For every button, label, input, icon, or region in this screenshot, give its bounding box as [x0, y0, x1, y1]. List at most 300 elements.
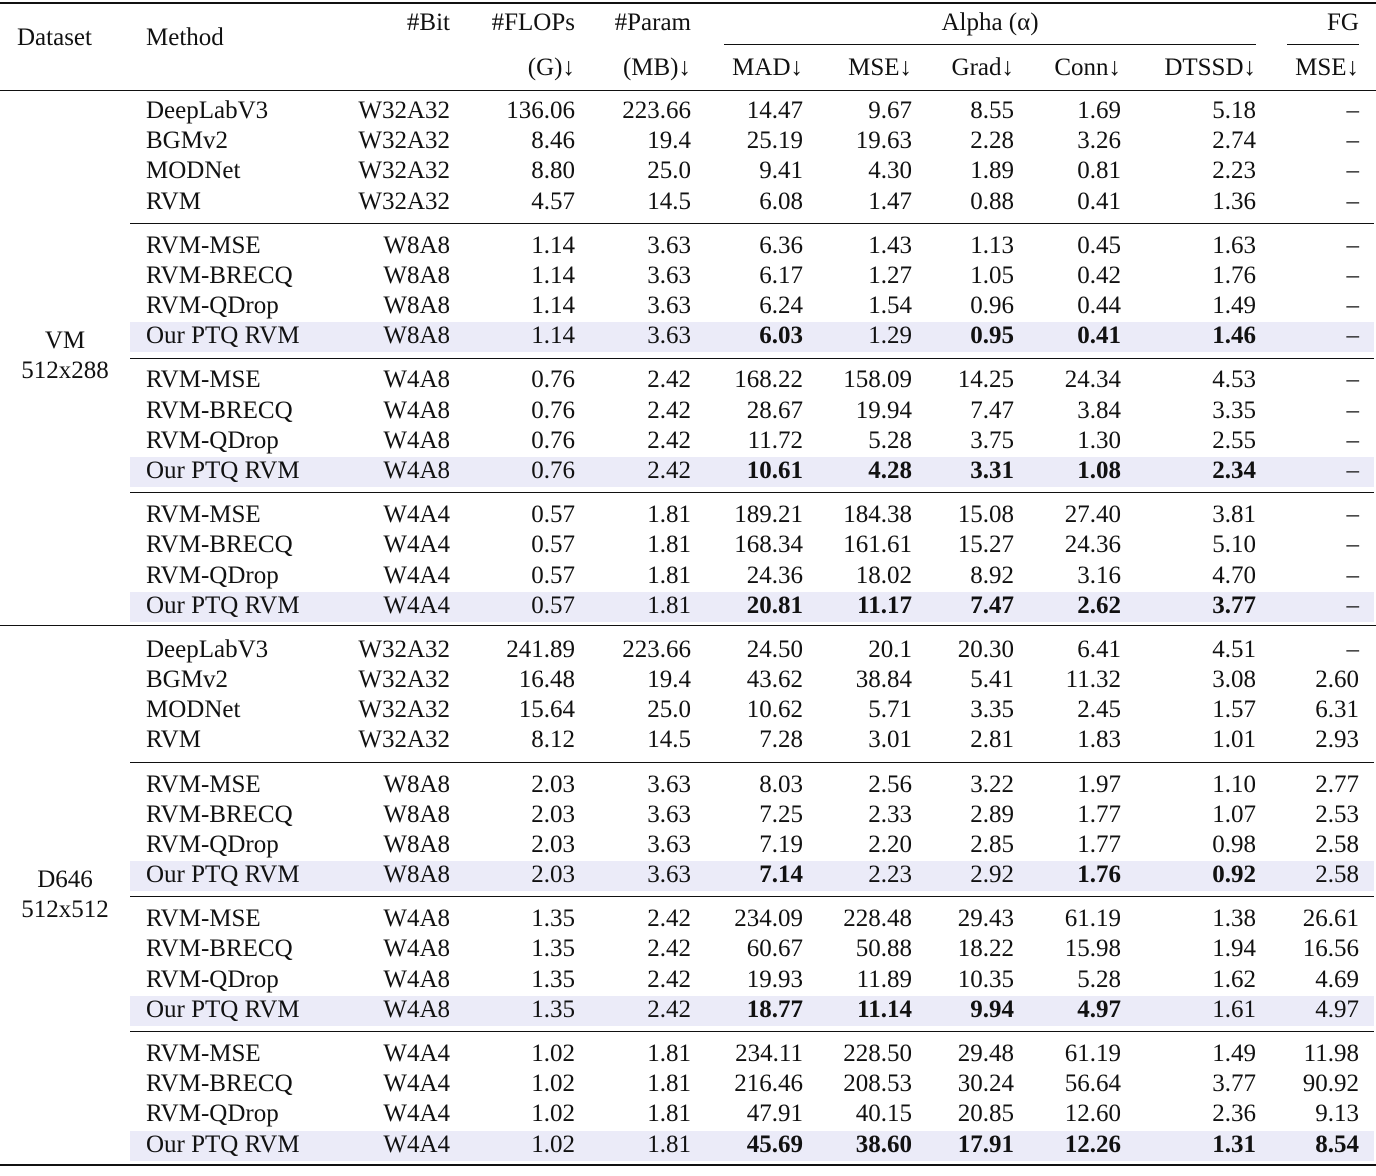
- cell-mad: 6.03: [759, 322, 803, 350]
- cell-grad: 30.24: [957, 1070, 1014, 1098]
- cell-fg: 6.31: [1315, 696, 1359, 724]
- header-fg-mse: MSE↓: [1295, 54, 1359, 81]
- cell-grad: 1.13: [970, 231, 1014, 259]
- cell-grad: 2.81: [970, 726, 1014, 754]
- cell-dtssd: 1.57: [1212, 696, 1256, 724]
- cell-conn: 61.19: [1064, 1039, 1121, 1067]
- cell-fg: –: [1346, 561, 1359, 589]
- cell-dtssd: 1.61: [1212, 995, 1256, 1023]
- cell-dtssd: 5.18: [1212, 97, 1256, 124]
- cell-bit: W8A8: [383, 770, 450, 798]
- bottom-rule: [0, 1164, 1376, 1166]
- cell-dtssd: 1.49: [1212, 292, 1256, 320]
- cell-flops: 0.76: [531, 457, 575, 484]
- cell-mad: 168.34: [734, 531, 803, 559]
- cell-conn: 3.84: [1077, 396, 1121, 424]
- cell-mse: 4.30: [868, 157, 912, 185]
- header-flops-unit: (G)↓: [527, 54, 575, 81]
- cell-grad: 15.27: [957, 531, 1014, 559]
- cell-mad: 25.19: [746, 127, 803, 155]
- cell-mse: 2.56: [868, 770, 912, 798]
- cell-conn: 3.16: [1077, 561, 1121, 589]
- cell-grad: 1.05: [970, 261, 1014, 289]
- cell-conn: 56.64: [1064, 1070, 1121, 1098]
- cell-grad: 10.35: [957, 965, 1014, 993]
- cell-grad: 3.75: [970, 426, 1014, 454]
- cell-bit: W4A8: [383, 457, 450, 484]
- cell-flops: 0.76: [531, 366, 575, 394]
- cell-mse: 2.33: [868, 800, 912, 828]
- cell-grad: 9.94: [970, 995, 1014, 1023]
- cell-fg: –: [1346, 591, 1359, 619]
- cell-grad: 8.55: [970, 97, 1014, 124]
- cell-flops: 1.02: [531, 1070, 575, 1098]
- cell-method: RVM-QDrop: [146, 426, 279, 454]
- cell-grad: 20.30: [957, 635, 1014, 663]
- cell-grad: 2.89: [970, 800, 1014, 828]
- cell-flops: 2.03: [531, 830, 575, 858]
- cell-conn: 12.60: [1064, 1100, 1121, 1128]
- cell-mad: 6.24: [759, 292, 803, 320]
- cell-conn: 61.19: [1064, 905, 1121, 933]
- cell-conn: 6.41: [1077, 635, 1121, 663]
- header-mad: MAD↓: [732, 54, 803, 81]
- cell-bit: W8A8: [383, 800, 450, 828]
- cell-param: 1.81: [647, 1130, 691, 1158]
- cell-flops: 15.64: [518, 696, 575, 724]
- cell-param: 1.81: [647, 531, 691, 559]
- cell-dtssd: 2.23: [1212, 157, 1256, 185]
- cell-conn: 15.98: [1064, 935, 1121, 963]
- cell-bit: W4A4: [383, 1039, 450, 1067]
- cell-fg: 16.56: [1302, 935, 1359, 963]
- cell-method: RVM-BRECQ: [146, 1070, 293, 1098]
- cell-mse: 5.28: [868, 426, 912, 454]
- cell-grad: 18.22: [957, 935, 1014, 963]
- cell-grad: 20.85: [957, 1100, 1014, 1128]
- cell-dtssd: 4.51: [1212, 635, 1256, 663]
- dataset-label: VM: [44, 327, 86, 355]
- cell-method: RVM-MSE: [146, 231, 261, 259]
- cell-conn: 1.69: [1077, 97, 1121, 124]
- cell-param: 3.63: [647, 830, 691, 858]
- cell-param: 3.63: [647, 261, 691, 289]
- cell-param: 2.42: [647, 396, 691, 424]
- cell-dtssd: 2.55: [1212, 426, 1256, 454]
- cell-bit: W4A4: [383, 1130, 450, 1158]
- cell-mad: 28.67: [746, 396, 803, 424]
- header-dtssd: DTSSD↓: [1164, 54, 1256, 81]
- cell-mad: 45.69: [746, 1130, 803, 1158]
- cell-conn: 24.34: [1064, 366, 1121, 394]
- cell-dtssd: 3.35: [1212, 396, 1256, 424]
- cell-mad: 7.14: [759, 861, 803, 889]
- cell-method: RVM-MSE: [146, 501, 261, 529]
- group-rule: [130, 223, 1374, 224]
- cell-mse: 11.14: [857, 995, 912, 1023]
- cell-grad: 3.31: [970, 457, 1014, 484]
- cell-fg: 2.77: [1315, 770, 1359, 798]
- cell-grad: 0.95: [970, 322, 1014, 350]
- cell-fg: –: [1346, 157, 1359, 185]
- cell-grad: 5.41: [970, 666, 1014, 693]
- cell-flops: 8.46: [531, 127, 575, 155]
- cell-mse: 184.38: [843, 501, 912, 529]
- cell-param: 2.42: [647, 905, 691, 933]
- cell-flops: 1.35: [531, 995, 575, 1023]
- cell-conn: 2.45: [1077, 696, 1121, 724]
- cell-mad: 43.62: [746, 666, 803, 693]
- dataset-label: 512x288: [21, 357, 109, 385]
- cell-mad: 216.46: [734, 1070, 803, 1098]
- cell-dtssd: 5.10: [1212, 531, 1256, 559]
- cell-grad: 2.92: [970, 861, 1014, 889]
- cell-mad: 7.19: [759, 830, 803, 858]
- cell-flops: 0.76: [531, 426, 575, 454]
- cell-mse: 1.54: [868, 292, 912, 320]
- cell-method: MODNet: [146, 157, 241, 185]
- cell-fg: –: [1346, 635, 1359, 663]
- cell-dtssd: 1.94: [1212, 935, 1256, 963]
- cell-flops: 2.03: [531, 861, 575, 889]
- cell-conn: 1.77: [1077, 830, 1121, 858]
- cell-mse: 228.50: [843, 1039, 912, 1067]
- cell-flops: 0.57: [531, 501, 575, 529]
- cell-flops: 1.02: [531, 1100, 575, 1128]
- cell-mad: 6.08: [759, 187, 803, 215]
- header-method: Method: [146, 24, 224, 51]
- cell-mad: 47.91: [746, 1100, 803, 1128]
- header-bit: #Bit: [406, 9, 450, 36]
- cell-bit: W32A32: [358, 157, 450, 185]
- cell-param: 25.0: [647, 696, 691, 724]
- cell-bit: W4A4: [383, 1100, 450, 1128]
- cell-conn: 0.45: [1077, 231, 1121, 259]
- cell-flops: 0.76: [531, 396, 575, 424]
- cell-grad: 0.96: [970, 292, 1014, 320]
- cell-mse: 9.67: [868, 97, 912, 124]
- cell-fg: 26.61: [1302, 905, 1359, 933]
- cell-flops: 1.35: [531, 905, 575, 933]
- cell-dtssd: 1.38: [1212, 905, 1256, 933]
- cell-mse: 1.29: [868, 322, 912, 350]
- cell-grad: 3.35: [970, 696, 1014, 724]
- group-rule: [130, 896, 1374, 897]
- cell-param: 1.81: [647, 1039, 691, 1067]
- cell-bit: W4A4: [383, 591, 450, 619]
- group-rule: [130, 492, 1374, 493]
- cell-mad: 6.17: [759, 261, 803, 289]
- cell-dtssd: 2.34: [1212, 457, 1256, 484]
- cell-mad: 20.81: [746, 591, 803, 619]
- cell-bit: W32A32: [358, 666, 450, 693]
- cell-bit: W4A4: [383, 531, 450, 559]
- cell-flops: 0.57: [531, 561, 575, 589]
- cell-conn: 0.41: [1077, 322, 1121, 350]
- cell-bit: W8A8: [383, 261, 450, 289]
- cell-mse: 1.43: [868, 231, 912, 259]
- cell-bit: W32A32: [358, 127, 450, 155]
- cell-mse: 40.15: [855, 1100, 912, 1128]
- header-param-unit: (MB)↓: [622, 54, 691, 81]
- cell-param: 223.66: [622, 635, 691, 663]
- cell-method: RVM-BRECQ: [146, 531, 293, 559]
- cell-flops: 0.57: [531, 531, 575, 559]
- cell-conn: 1.83: [1077, 726, 1121, 754]
- cell-param: 1.81: [647, 561, 691, 589]
- header-fg: FG: [1327, 9, 1359, 36]
- cell-param: 2.42: [647, 995, 691, 1023]
- cell-method: RVM-QDrop: [146, 292, 279, 320]
- cell-bit: W32A32: [358, 726, 450, 754]
- cell-mad: 10.61: [746, 457, 803, 484]
- cell-method: Our PTQ RVM: [146, 861, 300, 889]
- cell-mse: 3.01: [868, 726, 912, 754]
- cell-bit: W4A8: [383, 426, 450, 454]
- cell-mse: 38.84: [855, 666, 912, 693]
- cell-param: 14.5: [647, 187, 691, 215]
- cell-grad: 2.28: [970, 127, 1014, 155]
- cell-flops: 241.89: [506, 635, 575, 663]
- cell-bit: W4A8: [383, 366, 450, 394]
- cell-dtssd: 1.62: [1212, 965, 1256, 993]
- cell-mse: 11.17: [857, 591, 912, 619]
- cell-mse: 158.09: [843, 366, 912, 394]
- cell-bit: W8A8: [383, 861, 450, 889]
- group-rule: [130, 1031, 1374, 1032]
- dataset-label: 512x512: [21, 896, 109, 924]
- cell-mse: 19.63: [855, 127, 912, 155]
- cell-dtssd: 3.08: [1212, 666, 1256, 693]
- cell-method: BGMv2: [146, 666, 228, 693]
- cell-param: 2.42: [647, 965, 691, 993]
- cell-grad: 15.08: [957, 501, 1014, 529]
- cell-param: 19.4: [647, 127, 691, 155]
- cell-conn: 0.44: [1077, 292, 1121, 320]
- cell-param: 14.5: [647, 726, 691, 754]
- cell-param: 2.42: [647, 426, 691, 454]
- cell-bit: W32A32: [358, 187, 450, 215]
- cell-fg: –: [1346, 322, 1359, 350]
- cell-flops: 8.12: [531, 726, 575, 754]
- cell-fg: –: [1346, 426, 1359, 454]
- cell-flops: 1.35: [531, 935, 575, 963]
- cell-bit: W8A8: [383, 322, 450, 350]
- cell-mse: 2.20: [868, 830, 912, 858]
- cell-mse: 5.71: [868, 696, 912, 724]
- cell-method: BGMv2: [146, 127, 228, 155]
- cell-conn: 1.77: [1077, 800, 1121, 828]
- cell-fg: –: [1346, 261, 1359, 289]
- cell-grad: 14.25: [957, 366, 1014, 394]
- cell-param: 3.63: [647, 292, 691, 320]
- cell-conn: 1.97: [1077, 770, 1121, 798]
- cell-mse: 4.28: [868, 457, 912, 484]
- header-dataset: Dataset: [17, 24, 92, 51]
- section-rule: [0, 625, 1376, 626]
- cell-grad: 8.92: [970, 561, 1014, 589]
- cell-param: 3.63: [647, 322, 691, 350]
- cell-mse: 50.88: [855, 935, 912, 963]
- cell-flops: 2.03: [531, 770, 575, 798]
- cell-conn: 11.32: [1065, 666, 1121, 693]
- cell-mad: 8.03: [759, 770, 803, 798]
- cell-method: Our PTQ RVM: [146, 322, 300, 350]
- cell-mse: 2.23: [868, 861, 912, 889]
- cell-flops: 1.02: [531, 1130, 575, 1158]
- cell-bit: W8A8: [383, 231, 450, 259]
- cell-dtssd: 1.36: [1212, 187, 1256, 215]
- header-param: #Param: [614, 9, 691, 36]
- cell-dtssd: 1.63: [1212, 231, 1256, 259]
- cell-mse: 161.61: [843, 531, 912, 559]
- cell-conn: 1.08: [1077, 457, 1121, 484]
- cell-fg: –: [1346, 366, 1359, 394]
- cell-fg: 11.98: [1303, 1039, 1359, 1067]
- cell-fg: –: [1346, 501, 1359, 529]
- cell-param: 223.66: [622, 97, 691, 124]
- cell-param: 3.63: [647, 861, 691, 889]
- cell-param: 2.42: [647, 457, 691, 484]
- cell-mad: 234.09: [734, 905, 803, 933]
- cell-bit: W4A8: [383, 905, 450, 933]
- cell-param: 1.81: [647, 1070, 691, 1098]
- header-alpha: Alpha (α): [941, 9, 1039, 36]
- cell-mad: 10.62: [746, 696, 803, 724]
- cell-grad: 1.89: [970, 157, 1014, 185]
- cell-conn: 1.30: [1077, 426, 1121, 454]
- cell-method: RVM-MSE: [146, 1039, 261, 1067]
- cell-conn: 12.26: [1064, 1130, 1121, 1158]
- group-rule: [130, 762, 1374, 763]
- cell-method: RVM-BRECQ: [146, 935, 293, 963]
- cell-mse: 228.48: [843, 905, 912, 933]
- cell-bit: W4A4: [383, 561, 450, 589]
- cell-fg: –: [1346, 231, 1359, 259]
- cell-mad: 234.11: [735, 1039, 803, 1067]
- cell-mad: 14.47: [746, 97, 803, 124]
- cell-flops: 4.57: [531, 187, 575, 215]
- dataset-label: D646: [37, 866, 93, 894]
- cell-param: 3.63: [647, 800, 691, 828]
- cell-method: RVM-QDrop: [146, 965, 279, 993]
- cell-flops: 1.14: [531, 231, 575, 259]
- top-rule: [0, 2, 1376, 4]
- cell-param: 1.81: [647, 591, 691, 619]
- cell-fg: 90.92: [1302, 1070, 1359, 1098]
- cell-grad: 17.91: [957, 1130, 1014, 1158]
- cell-flops: 1.02: [531, 1039, 575, 1067]
- cell-method: RVM-MSE: [146, 366, 261, 394]
- cell-mse: 38.60: [855, 1130, 912, 1158]
- cell-bit: W4A4: [383, 501, 450, 529]
- cell-mad: 168.22: [734, 366, 803, 394]
- cell-method: RVM-BRECQ: [146, 800, 293, 828]
- cell-fg: 4.69: [1315, 965, 1359, 993]
- cell-fg: –: [1346, 187, 1359, 215]
- cell-method: Our PTQ RVM: [146, 591, 300, 619]
- cell-conn: 5.28: [1077, 965, 1121, 993]
- cell-grad: 7.47: [970, 396, 1014, 424]
- cell-method: RVM-QDrop: [146, 830, 279, 858]
- cell-bit: W32A32: [358, 635, 450, 663]
- cell-conn: 1.76: [1077, 861, 1121, 889]
- cell-method: RVM: [146, 726, 201, 754]
- cell-param: 19.4: [647, 666, 691, 693]
- cell-fg: 9.13: [1315, 1100, 1359, 1128]
- cell-method: RVM: [146, 187, 201, 215]
- cell-mse: 1.47: [868, 187, 912, 215]
- cell-mse: 1.27: [868, 261, 912, 289]
- cell-conn: 24.36: [1064, 531, 1121, 559]
- cell-conn: 0.41: [1077, 187, 1121, 215]
- cell-dtssd: 4.70: [1212, 561, 1256, 589]
- cell-method: Our PTQ RVM: [146, 1130, 300, 1158]
- cell-mad: 18.77: [746, 995, 803, 1023]
- cell-conn: 27.40: [1064, 501, 1121, 529]
- cell-fg: –: [1346, 457, 1359, 484]
- cell-mad: 7.28: [759, 726, 803, 754]
- cell-bit: W8A8: [383, 830, 450, 858]
- cell-param: 3.63: [647, 231, 691, 259]
- cell-fg: –: [1346, 292, 1359, 320]
- cell-method: RVM-QDrop: [146, 561, 279, 589]
- cell-grad: 2.85: [970, 830, 1014, 858]
- cell-conn: 3.26: [1077, 127, 1121, 155]
- cell-bit: W32A32: [358, 696, 450, 724]
- cell-dtssd: 1.31: [1212, 1130, 1256, 1158]
- cell-fg: –: [1346, 396, 1359, 424]
- cell-fg: 2.58: [1315, 830, 1359, 858]
- cell-param: 25.0: [647, 157, 691, 185]
- cell-fg: 2.60: [1315, 666, 1359, 693]
- cell-dtssd: 1.01: [1212, 726, 1256, 754]
- cell-dtssd: 1.07: [1212, 800, 1256, 828]
- fg-cmidrule: [1287, 44, 1359, 45]
- cell-bit: W4A8: [383, 935, 450, 963]
- cell-mad: 60.67: [746, 935, 803, 963]
- cell-dtssd: 4.53: [1212, 366, 1256, 394]
- cell-fg: –: [1346, 531, 1359, 559]
- cell-mad: 24.50: [746, 635, 803, 663]
- cell-method: DeepLabV3: [146, 97, 269, 124]
- cell-dtssd: 1.76: [1212, 261, 1256, 289]
- cell-grad: 29.48: [957, 1039, 1014, 1067]
- cell-bit: W8A8: [383, 292, 450, 320]
- alpha-cmidrule: [724, 44, 1256, 45]
- cell-param: 1.81: [647, 1100, 691, 1128]
- cell-conn: 2.62: [1077, 591, 1121, 619]
- cell-dtssd: 1.10: [1212, 770, 1256, 798]
- header-rule: [0, 90, 1376, 91]
- cell-mse: 208.53: [843, 1070, 912, 1098]
- cell-mad: 11.72: [747, 426, 803, 454]
- cell-conn: 0.81: [1077, 157, 1121, 185]
- cell-mad: 24.36: [746, 561, 803, 589]
- header-grad: Grad↓: [951, 54, 1014, 81]
- cell-flops: 2.03: [531, 800, 575, 828]
- cell-bit: W4A8: [383, 396, 450, 424]
- cell-fg: 8.54: [1315, 1130, 1359, 1158]
- cell-param: 1.81: [647, 501, 691, 529]
- cell-mse: 18.02: [855, 561, 912, 589]
- cell-dtssd: 2.36: [1212, 1100, 1256, 1128]
- cell-mse: 19.94: [855, 396, 912, 424]
- cell-method: Our PTQ RVM: [146, 457, 300, 484]
- cell-grad: 3.22: [970, 770, 1014, 798]
- cell-fg: 2.58: [1315, 861, 1359, 889]
- cell-bit: W4A8: [383, 965, 450, 993]
